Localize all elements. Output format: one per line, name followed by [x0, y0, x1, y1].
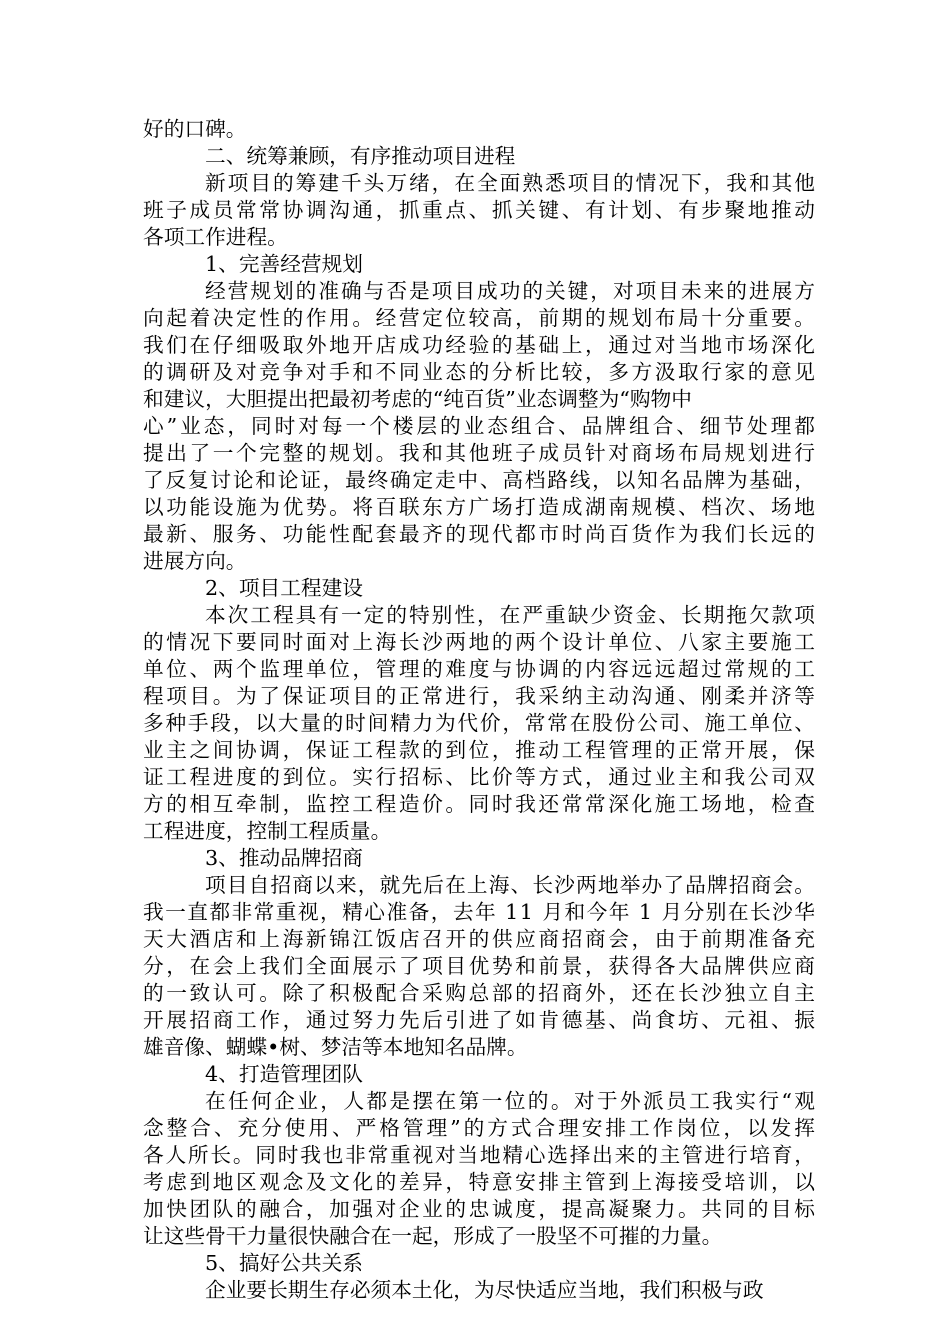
- document-body: [143, 116, 818, 1304]
- paragraph-line-indented: 2、项目工程建设: [205, 576, 363, 600]
- paragraph-line: 和建议，大胆提出把最初考虑的“纯百货”业态调整为“购物中: [143, 387, 692, 411]
- paragraph-line: 我一直都非常重视，精心准备，去年 11 月和今年 1 月分别在长沙华: [143, 900, 817, 924]
- paragraph-line-indented: 5、搞好公共关系: [205, 1251, 363, 1275]
- paragraph-line: 让这些骨干力量很快融合在一起，形成了一股坚不可摧的力量。: [143, 1224, 723, 1248]
- paragraph-line: 业主之间协调，保证工程款的到位，推动工程管理的正常开展，保: [143, 738, 818, 762]
- paragraph-line: 了反复讨论和论证，最终确定走中、高档路线，以知名品牌为基础，: [143, 468, 817, 492]
- paragraph-line: 最新、服务、功能性配套最齐的现代都市时尚百货作为我们长远的: [143, 522, 818, 546]
- paragraph-line: 工程进度，控制工程质量。: [143, 819, 392, 843]
- paragraph-line-indented: 经营规划的准确与否是项目成功的关键，对项目未来的进展方: [205, 279, 817, 303]
- paragraph-line: 的情况下要同时面对上海长沙两地的两个设计单位、八家主要施工: [143, 630, 818, 654]
- paragraph-line: 单位、两个监理单位，管理的难度与协调的内容远远超过常规的工: [143, 657, 818, 681]
- paragraph-line-indented: 本次工程具有一定的特别性，在严重缺少资金、长期拖欠款项: [205, 603, 817, 627]
- paragraph-line-indented: 1、完善经营规划: [205, 252, 363, 276]
- paragraph-line: 雄音像、蝴蝶•树、梦洁等本地知名品牌。: [143, 1035, 528, 1059]
- paragraph-line-indented: 3、推动品牌招商: [205, 846, 363, 870]
- paragraph-line: 各人所长。同时我也非常重视对当地精心选择出来的主管进行培育，: [143, 1143, 817, 1167]
- paragraph-line: 分，在会上我们全面展示了项目优势和前景，获得各大品牌供应商: [143, 954, 818, 978]
- paragraph-line: 考虑到地区观念及文化的差异，特意安排主管到上海接受培训，以: [143, 1170, 818, 1194]
- paragraph-line-indented: 项目自招商以来，就先后在上海、长沙两地举办了品牌招商会。: [205, 873, 817, 897]
- paragraph-line-indented: 二、统筹兼顾，有序推动项目进程: [205, 144, 516, 168]
- paragraph-line: 班子成员常常协调沟通，抓重点、抓关键、有计划、有步聚地推动: [143, 198, 818, 222]
- paragraph-line: 提出了一个完整的规划。我和其他班子成员针对商场布局规划进行: [143, 441, 818, 465]
- paragraph-line: 向起着决定性的作用。经营定位较高，前期的规划布局十分重要。: [143, 306, 818, 330]
- paragraph-line: 的调研及对竞争对手和不同业态的分析比较，多方汲取行家的意见: [143, 360, 818, 384]
- paragraph-line: 以功能设施为优势。将百联东方广场打造成湖南规模、档次、场地: [143, 495, 818, 519]
- paragraph-line: 多种手段，以大量的时间精力为代价，常常在股份公司、施工单位、: [143, 711, 817, 735]
- paragraph-line-indented: 在任何企业，人都是摆在第一位的。对于外派员工我实行“观: [205, 1089, 818, 1113]
- paragraph-line: 加快团队的融合，加强对企业的忠诚度，提高凝聚力。共同的目标: [143, 1197, 818, 1221]
- paragraph-line: 开展招商工作，通过努力先后引进了如肯德基、尚食坊、元祖、振: [143, 1008, 818, 1032]
- paragraph-line: 的一致认可。除了积极配合采购总部的招商外，还在长沙独立自主: [143, 981, 818, 1005]
- paragraph-line: 各项工作进程。: [143, 225, 288, 249]
- paragraph-line: 我们在仔细吸取外地开店成功经验的基础上，通过对当地市场深化: [143, 333, 818, 357]
- paragraph-line-indented: 4、打造管理团队: [205, 1062, 363, 1086]
- paragraph-line: 念整合、充分使用、严格管理”的方式合理安排工作岗位，以发挥: [143, 1116, 818, 1140]
- paragraph-line: 心”业态，同时对每一个楼层的业态组合、品牌组合、细节处理都: [143, 414, 818, 438]
- paragraph-line: 方的相互牵制，监控工程造价。同时我还常常深化施工场地，检查: [143, 792, 818, 816]
- paragraph-line-indented: 新项目的筹建千头万绪，在全面熟悉项目的情况下，我和其他: [205, 171, 817, 195]
- paragraph-line: 好的口碑。: [143, 117, 247, 141]
- paragraph-line: 程项目。为了保证项目的正常进行，我采纳主动沟通、刚柔并济等: [143, 684, 818, 708]
- paragraph-line-indented: 企业要长期生存必须本土化，为尽快适应当地，我们积极与政: [205, 1278, 764, 1302]
- paragraph-line: 天大酒店和上海新锦江饭店召开的供应商招商会，由于前期准备充: [143, 927, 818, 951]
- paragraph-line: 证工程进度的到位。实行招标、比价等方式，通过业主和我公司双: [143, 765, 818, 789]
- paragraph-line: 进展方向。: [143, 549, 247, 573]
